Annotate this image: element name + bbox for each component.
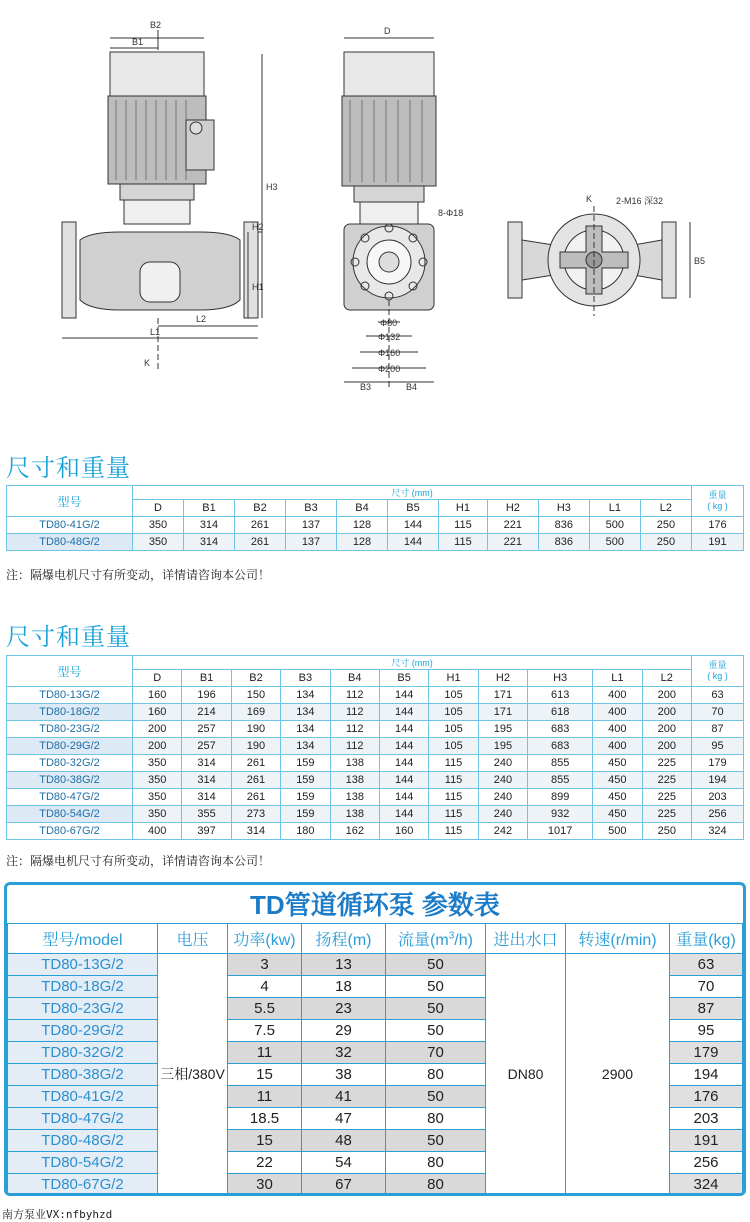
header-speed: 转速(r/min) — [566, 923, 670, 953]
dim-label-phi200: Φ200 — [378, 364, 401, 374]
dimension-cell: 314 — [182, 772, 231, 789]
power-cell: 4 — [228, 975, 302, 997]
dimension-cell: 105 — [429, 721, 478, 738]
header-voltage: 电压 — [158, 923, 228, 953]
power-cell: 15 — [228, 1129, 302, 1151]
dimension-cell: 169 — [231, 704, 280, 721]
header-flow-sup: 3 — [448, 930, 455, 942]
dimension-cell: 683 — [528, 738, 593, 755]
dimension-cell: 618 — [528, 704, 593, 721]
dimension-cell: 144 — [388, 534, 439, 551]
flow-cell: 50 — [386, 1085, 486, 1107]
column-header: B3 — [286, 500, 337, 517]
dimension-cell: 855 — [528, 772, 593, 789]
dimension-cell: 350 — [133, 772, 182, 789]
weight-cell: 63 — [692, 687, 744, 704]
header-power: 功率(kw) — [228, 923, 302, 953]
dimension-cell: 240 — [478, 772, 527, 789]
dimension-cell: 105 — [429, 704, 478, 721]
watermark: 南方泵业VX:nfbyhzd — [2, 1208, 113, 1221]
dimension-cell: 159 — [281, 789, 330, 806]
column-header: B2 — [235, 500, 286, 517]
dimension-cell: 500 — [589, 534, 640, 551]
dimension-cell: 138 — [330, 755, 379, 772]
dimension-cell: 144 — [379, 755, 428, 772]
dimension-cell: 450 — [593, 789, 642, 806]
column-header: B3 — [281, 670, 330, 687]
section-title-dimensions-1: 尺寸和重量 — [6, 455, 131, 482]
dimension-cell: 195 — [478, 721, 527, 738]
column-header: L1 — [589, 500, 640, 517]
dimension-cell: 112 — [330, 738, 379, 755]
column-header: B1 — [184, 500, 235, 517]
dimension-cell: 134 — [281, 704, 330, 721]
table-row — [8, 953, 743, 975]
column-header: L2 — [642, 670, 691, 687]
parameter-table-title: TD管道循环泵 参数表 — [8, 885, 743, 923]
dim-label-phi132: Φ132 — [378, 332, 401, 342]
dimension-cell: 144 — [379, 772, 428, 789]
dimension-cell: 150 — [231, 687, 280, 704]
dimension-cell: 112 — [330, 721, 379, 738]
dimension-cell: 221 — [487, 534, 538, 551]
weight-cell: 203 — [670, 1107, 743, 1129]
dimension-cell: 200 — [642, 687, 691, 704]
dimension-cell: 200 — [133, 721, 182, 738]
dimension-cell: 613 — [528, 687, 593, 704]
dimension-cell: 162 — [330, 823, 379, 840]
power-cell: 15 — [228, 1063, 302, 1085]
model-cell: TD80-41G/2 — [8, 1085, 158, 1107]
dimension-cell: 144 — [379, 721, 428, 738]
power-cell: 22 — [228, 1151, 302, 1173]
dimension-cell: 159 — [281, 755, 330, 772]
weight-cell: 179 — [692, 755, 744, 772]
column-header: B4 — [337, 500, 388, 517]
dimension-cell: 134 — [281, 687, 330, 704]
model-cell: TD80-48G/2 — [8, 1129, 158, 1151]
power-cell: 7.5 — [228, 1019, 302, 1041]
dimension-cell: 350 — [133, 806, 182, 823]
dim-label-b2: B2 — [150, 20, 162, 30]
header-dimensions-group: 尺寸 (mm) — [133, 486, 692, 500]
head-cell: 18 — [302, 975, 386, 997]
dimension-cell: 261 — [235, 517, 286, 534]
dimension-cell: 400 — [593, 704, 642, 721]
dimension-cell: 200 — [642, 738, 691, 755]
column-header: H2 — [478, 670, 527, 687]
header-dimensions-group: 尺寸 (mm) — [133, 656, 692, 670]
dimension-cell: 105 — [429, 738, 478, 755]
dimension-table-1 — [6, 485, 744, 551]
weight-cell: 256 — [692, 806, 744, 823]
flow-cell: 80 — [386, 1107, 486, 1129]
dimension-cell: 196 — [182, 687, 231, 704]
dimension-cell: 159 — [281, 772, 330, 789]
dimension-cell: 355 — [182, 806, 231, 823]
dim-label-k-left: K — [144, 358, 151, 368]
column-header: D — [133, 670, 182, 687]
weight-cell: 176 — [692, 517, 744, 534]
header-weight: 重量(kg) — [670, 923, 743, 953]
dimension-cell: 450 — [593, 755, 642, 772]
dim-label-holes: 8-Φ18 — [438, 208, 464, 218]
model-cell: TD80-47G/2 — [7, 789, 133, 806]
weight-cell: 70 — [670, 975, 743, 997]
dimension-cell: 250 — [642, 823, 691, 840]
dimension-cell: 134 — [281, 721, 330, 738]
dimension-cell: 144 — [379, 738, 428, 755]
flow-cell: 80 — [386, 1063, 486, 1085]
dimension-cell: 200 — [642, 721, 691, 738]
dim-label-phi80: Φ80 — [380, 318, 398, 328]
section-title-dimensions-2: 尺寸和重量 — [6, 624, 131, 651]
dimension-cell: 261 — [231, 755, 280, 772]
power-cell: 11 — [228, 1041, 302, 1063]
model-cell: TD80-38G/2 — [7, 772, 133, 789]
power-cell: 30 — [228, 1173, 302, 1195]
dimension-cell: 200 — [133, 738, 182, 755]
dimension-cell: 144 — [379, 806, 428, 823]
head-cell: 38 — [302, 1063, 386, 1085]
column-header: L1 — [593, 670, 642, 687]
dim-label-l1: L1 — [150, 327, 161, 337]
header-port: 进出水口 — [486, 923, 566, 953]
model-cell: TD80-48G/2 — [7, 534, 133, 551]
column-header: B2 — [231, 670, 280, 687]
dimension-cell: 257 — [182, 721, 231, 738]
model-cell: TD80-38G/2 — [8, 1063, 158, 1085]
dimension-cell: 314 — [184, 534, 235, 551]
dimension-cell: 225 — [642, 789, 691, 806]
header-weight-label: 重量 — [708, 660, 727, 670]
flow-cell: 50 — [386, 997, 486, 1019]
dimension-cell: 128 — [337, 534, 388, 551]
weight-cell: 179 — [670, 1041, 743, 1063]
dimension-cell: 683 — [528, 721, 593, 738]
dimension-cell: 200 — [642, 704, 691, 721]
model-cell: TD80-67G/2 — [7, 823, 133, 840]
weight-cell: 194 — [670, 1063, 743, 1085]
dimension-cell: 112 — [330, 687, 379, 704]
dimension-cell: 899 — [528, 789, 593, 806]
weight-cell: 256 — [670, 1151, 743, 1173]
dimension-cell: 314 — [231, 823, 280, 840]
weight-cell: 176 — [670, 1085, 743, 1107]
dimension-cell: 195 — [478, 738, 527, 755]
model-cell: TD80-29G/2 — [8, 1019, 158, 1041]
dimension-cell: 115 — [429, 823, 478, 840]
dimension-cell: 500 — [589, 517, 640, 534]
power-cell: 5.5 — [228, 997, 302, 1019]
parameter-table — [7, 885, 743, 1196]
dimension-cell: 115 — [429, 755, 478, 772]
dim-label-l2: L2 — [196, 314, 207, 324]
header-weight — [692, 656, 744, 687]
dimension-cell: 171 — [478, 687, 527, 704]
table-row — [7, 789, 744, 806]
dimension-cell: 171 — [478, 704, 527, 721]
dimension-cell: 314 — [182, 755, 231, 772]
dimension-cell: 138 — [330, 772, 379, 789]
dimension-cell: 137 — [286, 517, 337, 534]
header-model: 型号/model — [8, 923, 158, 953]
weight-cell: 87 — [692, 721, 744, 738]
flow-cell: 50 — [386, 975, 486, 997]
column-header: H1 — [429, 670, 478, 687]
power-cell: 3 — [228, 953, 302, 975]
power-cell: 18.5 — [228, 1107, 302, 1129]
head-cell: 47 — [302, 1107, 386, 1129]
dimension-cell: 397 — [182, 823, 231, 840]
dimension-cell: 836 — [538, 534, 589, 551]
note-1: 注：隔爆电机尺寸有所变动，详情请咨询本公司！ — [6, 568, 271, 582]
dim-label-bolt: 2-M16 深32 — [616, 196, 664, 206]
dimension-cell: 450 — [593, 772, 642, 789]
parameter-table-panel — [4, 882, 746, 1196]
dimension-cell: 240 — [478, 789, 527, 806]
dimension-cell: 855 — [528, 755, 593, 772]
head-cell: 29 — [302, 1019, 386, 1041]
header-weight-label: 重量 — [708, 490, 727, 500]
model-cell: TD80-18G/2 — [8, 975, 158, 997]
dimension-cell: 221 — [487, 517, 538, 534]
dimension-cell: 1017 — [528, 823, 593, 840]
flow-cell: 50 — [386, 953, 486, 975]
dimension-cell: 137 — [286, 534, 337, 551]
head-cell: 41 — [302, 1085, 386, 1107]
header-flow-prefix: 流量(m — [398, 931, 449, 949]
dimension-cell: 138 — [330, 789, 379, 806]
dimension-cell: 261 — [231, 772, 280, 789]
model-cell: TD80-23G/2 — [8, 997, 158, 1019]
header-flow — [386, 923, 486, 953]
dimension-cell: 115 — [439, 534, 488, 551]
dimension-cell: 314 — [184, 517, 235, 534]
header-model: 型号 — [7, 656, 133, 687]
dimension-cell: 190 — [231, 738, 280, 755]
table-row — [7, 517, 744, 534]
dimension-cell: 225 — [642, 755, 691, 772]
header-model: 型号 — [7, 486, 133, 517]
dimension-table-2 — [6, 655, 744, 840]
dimension-cell: 180 — [281, 823, 330, 840]
weight-cell: 87 — [670, 997, 743, 1019]
dimension-cell: 115 — [429, 789, 478, 806]
model-cell: TD80-47G/2 — [8, 1107, 158, 1129]
dimension-cell: 144 — [388, 517, 439, 534]
column-header: L2 — [640, 500, 691, 517]
header-weight — [692, 486, 744, 517]
dimension-cell: 225 — [642, 806, 691, 823]
dimension-cell: 450 — [593, 806, 642, 823]
dimension-cell: 932 — [528, 806, 593, 823]
dimension-cell: 115 — [439, 517, 488, 534]
dimension-cell: 115 — [429, 772, 478, 789]
model-cell: TD80-41G/2 — [7, 517, 133, 534]
model-cell: TD80-54G/2 — [7, 806, 133, 823]
dimension-cell: 225 — [642, 772, 691, 789]
table-row — [7, 772, 744, 789]
model-cell: TD80-29G/2 — [7, 738, 133, 755]
table-row — [7, 806, 744, 823]
table-row — [7, 704, 744, 721]
dimension-cell: 128 — [337, 517, 388, 534]
dimension-cell: 115 — [429, 806, 478, 823]
dimension-cell: 138 — [330, 806, 379, 823]
dimension-cell: 159 — [281, 806, 330, 823]
head-cell: 23 — [302, 997, 386, 1019]
weight-cell: 191 — [692, 534, 744, 551]
dimension-cell: 144 — [379, 789, 428, 806]
weight-cell: 324 — [670, 1173, 743, 1195]
dimension-cell: 105 — [429, 687, 478, 704]
flow-cell: 70 — [386, 1041, 486, 1063]
weight-cell: 70 — [692, 704, 744, 721]
dimension-cell: 400 — [593, 687, 642, 704]
power-cell: 11 — [228, 1085, 302, 1107]
dimension-cell: 240 — [478, 806, 527, 823]
header-weight-unit: ( kg ) — [707, 501, 728, 511]
dim-label-k-top: K — [586, 194, 593, 204]
head-cell: 54 — [302, 1151, 386, 1173]
head-cell: 32 — [302, 1041, 386, 1063]
table-row — [7, 721, 744, 738]
pump-dimension-drawing — [0, 0, 750, 430]
flow-cell: 80 — [386, 1151, 486, 1173]
header-weight-unit: ( kg ) — [707, 671, 728, 681]
dimension-cell: 261 — [235, 534, 286, 551]
weight-cell: 191 — [670, 1129, 743, 1151]
head-cell: 67 — [302, 1173, 386, 1195]
model-cell: TD80-67G/2 — [8, 1173, 158, 1195]
dimension-cell: 400 — [593, 738, 642, 755]
dimension-cell: 400 — [593, 721, 642, 738]
dimension-cell: 350 — [133, 517, 184, 534]
column-header: B5 — [379, 670, 428, 687]
column-header: H2 — [487, 500, 538, 517]
dimension-cell: 273 — [231, 806, 280, 823]
weight-cell: 95 — [692, 738, 744, 755]
header-head: 扬程(m) — [302, 923, 386, 953]
dimension-cell: 160 — [379, 823, 428, 840]
voltage-cell: 三相/380V — [158, 953, 228, 1195]
dimension-cell: 350 — [133, 789, 182, 806]
dim-label-h1: H1 — [252, 282, 264, 292]
dimension-cell: 836 — [538, 517, 589, 534]
model-cell: TD80-13G/2 — [8, 953, 158, 975]
head-cell: 13 — [302, 953, 386, 975]
column-header: D — [133, 500, 184, 517]
dimension-cell: 350 — [133, 755, 182, 772]
head-cell: 48 — [302, 1129, 386, 1151]
dimension-cell: 134 — [281, 738, 330, 755]
table-row — [7, 534, 744, 551]
table-row — [7, 755, 744, 772]
dimension-cell: 500 — [593, 823, 642, 840]
dim-label-d: D — [384, 26, 391, 36]
dimension-cell: 400 — [133, 823, 182, 840]
table-row — [7, 823, 744, 840]
dimension-cell: 240 — [478, 755, 527, 772]
table-row — [7, 687, 744, 704]
note-2: 注：隔爆电机尺寸有所变动，详情请咨询本公司！ — [6, 854, 271, 868]
dimension-cell: 214 — [182, 704, 231, 721]
table-row — [7, 738, 744, 755]
dim-label-b1: B1 — [132, 37, 144, 47]
column-header: H3 — [538, 500, 589, 517]
model-cell: TD80-13G/2 — [7, 687, 133, 704]
weight-cell: 63 — [670, 953, 743, 975]
dimension-cell: 160 — [133, 704, 182, 721]
model-cell: TD80-23G/2 — [7, 721, 133, 738]
dimension-cell: 144 — [379, 704, 428, 721]
dim-label-b4: B4 — [406, 382, 418, 392]
column-header: B4 — [330, 670, 379, 687]
column-header: B5 — [388, 500, 439, 517]
column-header: H3 — [528, 670, 593, 687]
dimension-cell: 314 — [182, 789, 231, 806]
column-header: B1 — [182, 670, 231, 687]
port-cell: DN80 — [486, 953, 566, 1195]
model-cell: TD80-32G/2 — [8, 1041, 158, 1063]
weight-cell: 203 — [692, 789, 744, 806]
header-flow-suffix: /h) — [454, 931, 473, 949]
weight-cell: 324 — [692, 823, 744, 840]
dimension-cell: 160 — [133, 687, 182, 704]
dimension-cell: 144 — [379, 687, 428, 704]
flow-cell: 80 — [386, 1173, 486, 1195]
flow-cell: 50 — [386, 1129, 486, 1151]
dimension-cell: 242 — [478, 823, 527, 840]
weight-cell: 95 — [670, 1019, 743, 1041]
dim-label-b3: B3 — [360, 382, 372, 392]
model-cell: TD80-32G/2 — [7, 755, 133, 772]
dimension-cell: 250 — [640, 517, 691, 534]
flow-cell: 50 — [386, 1019, 486, 1041]
dimension-cell: 190 — [231, 721, 280, 738]
dim-label-h2: H2 — [252, 222, 264, 232]
dim-label-phi160: Φ160 — [378, 348, 401, 358]
weight-cell: 194 — [692, 772, 744, 789]
dimension-cell: 261 — [231, 789, 280, 806]
dim-label-h3: H3 — [266, 182, 278, 192]
model-cell: TD80-54G/2 — [8, 1151, 158, 1173]
column-header: H1 — [439, 500, 488, 517]
dim-label-b5: B5 — [694, 256, 706, 266]
dimension-cell: 257 — [182, 738, 231, 755]
dimension-cell: 350 — [133, 534, 184, 551]
model-cell: TD80-18G/2 — [7, 704, 133, 721]
speed-cell: 2900 — [566, 953, 670, 1195]
dimension-cell: 250 — [640, 534, 691, 551]
dimension-cell: 112 — [330, 704, 379, 721]
